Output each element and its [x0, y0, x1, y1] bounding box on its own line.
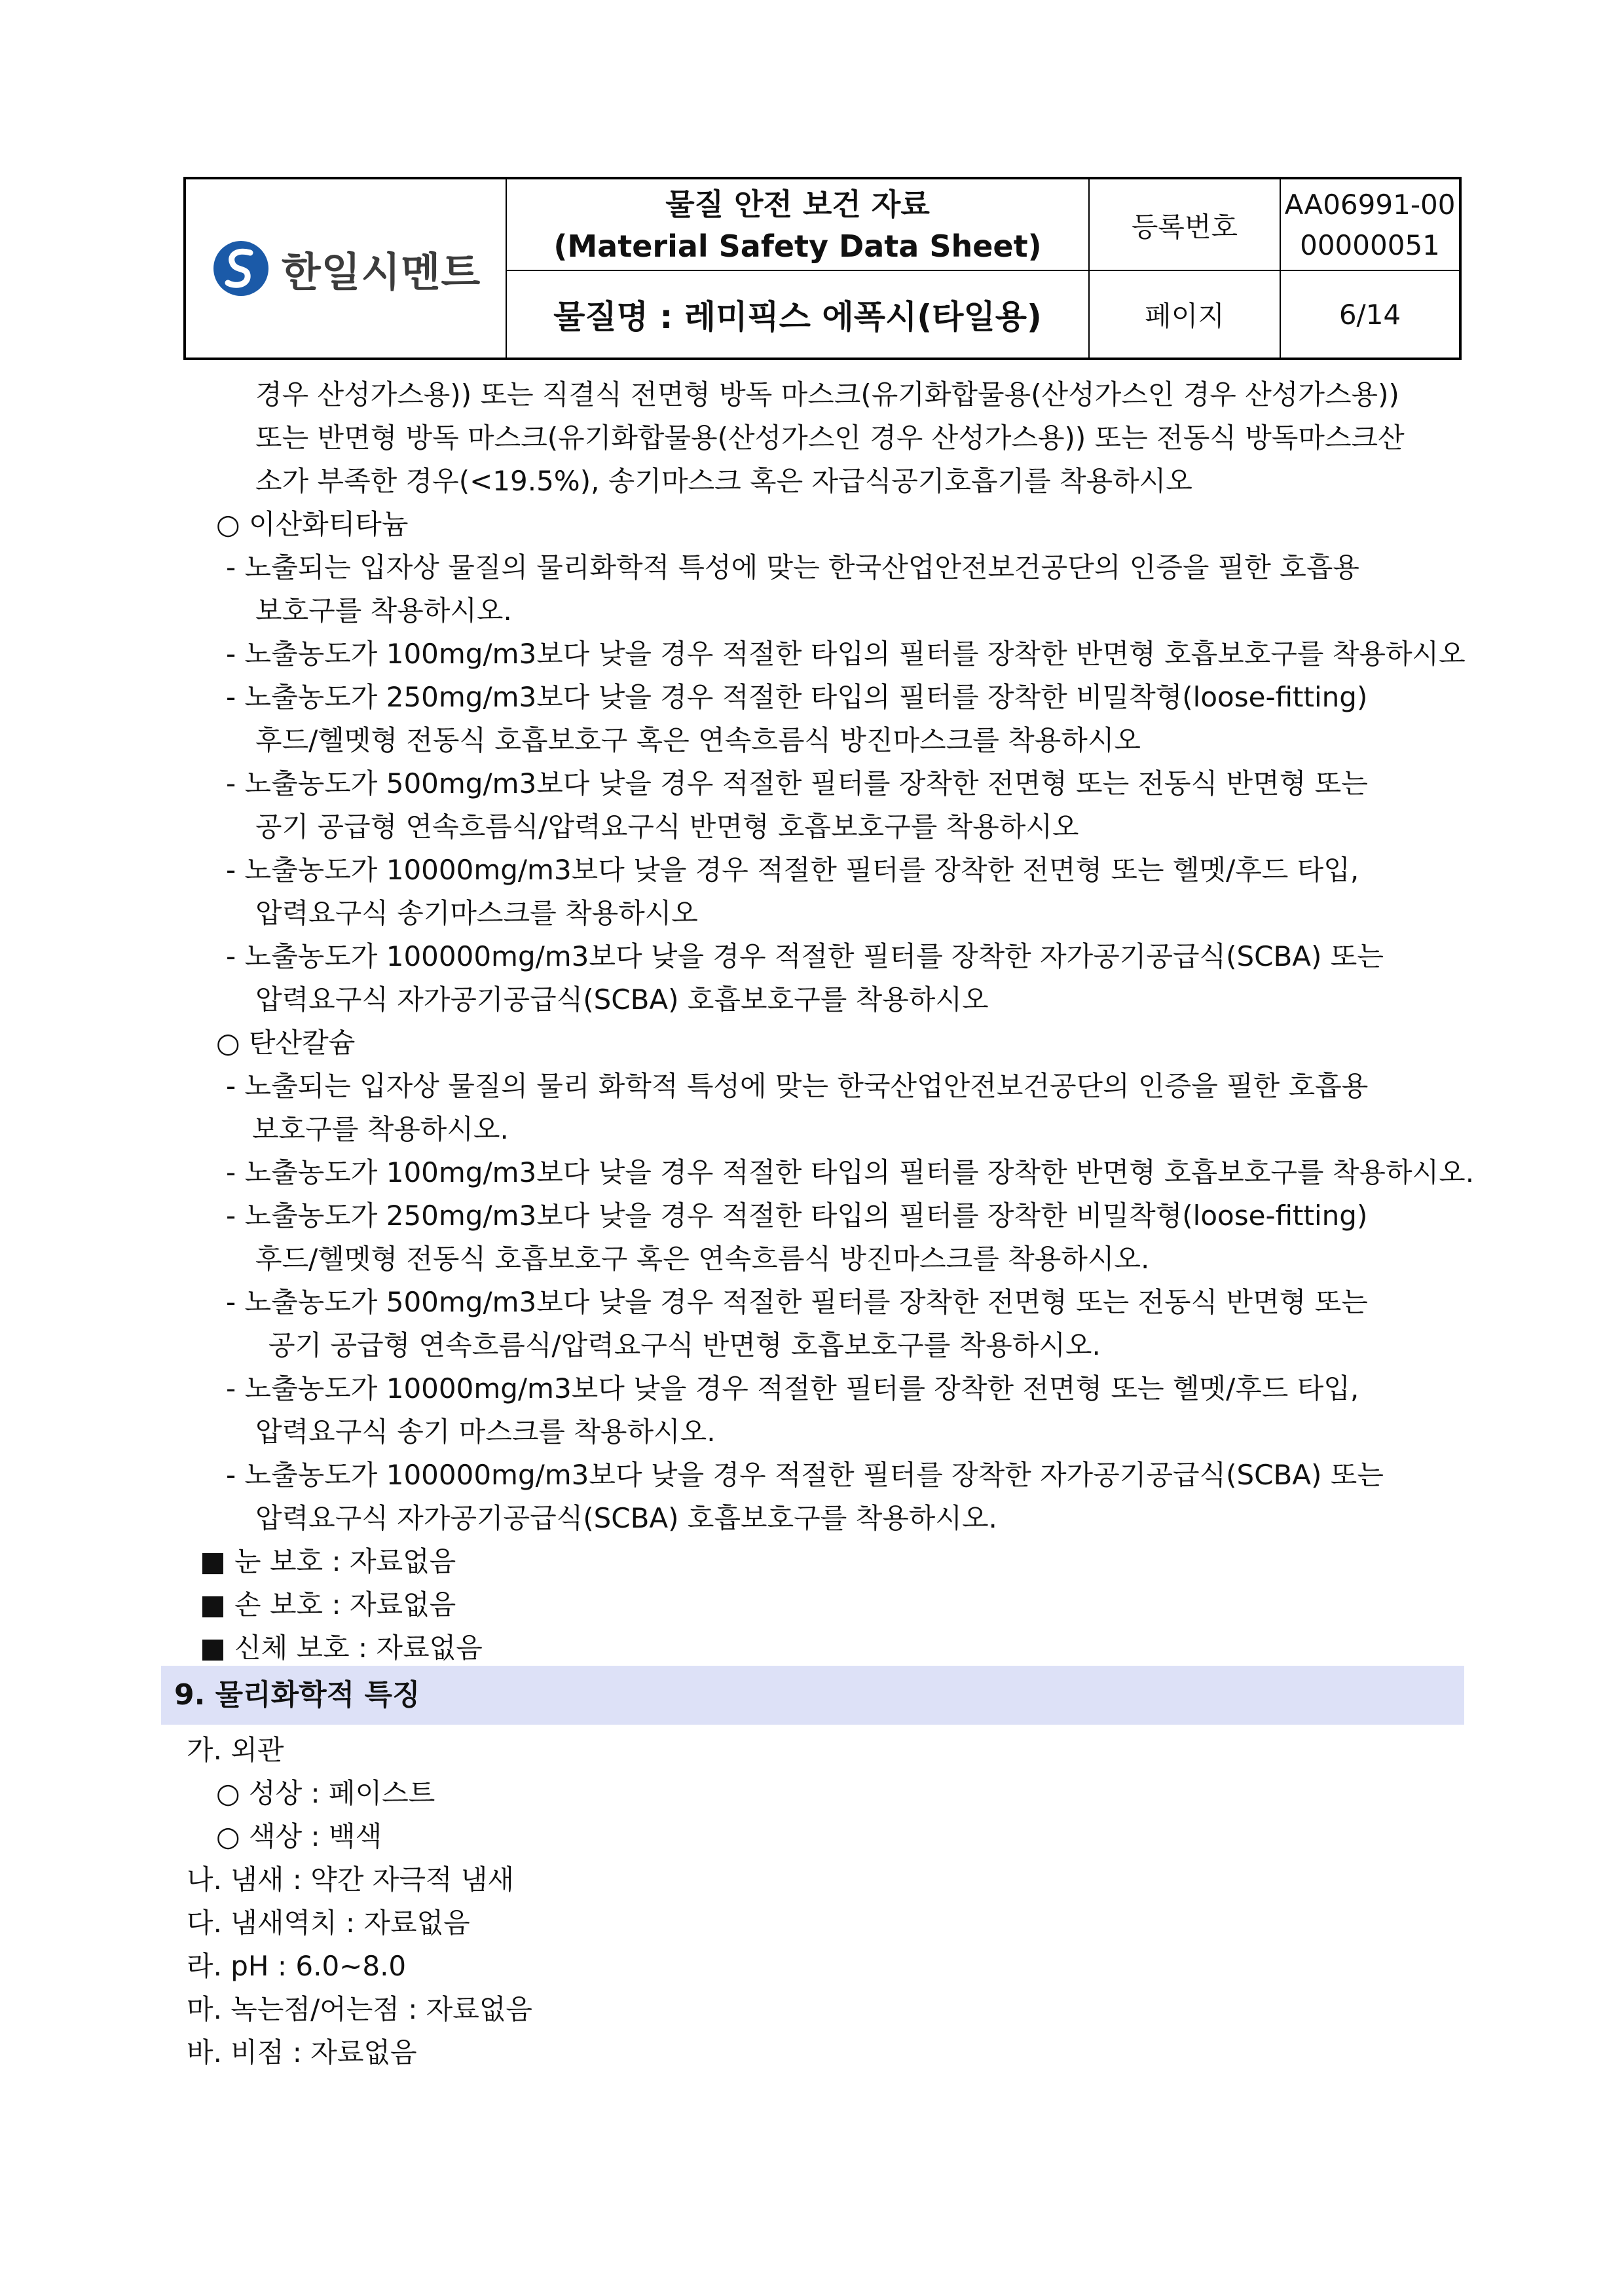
- body-line: 압력요구식 자가공기공급식(SCBA) 호흡보호구를 착용하시오.: [255, 1502, 997, 1534]
- body-line: 압력요구식 자가공기공급식(SCBA) 호흡보호구를 착용하시오: [255, 983, 989, 1016]
- body-line: 보호구를 착용하시오.: [252, 1113, 509, 1145]
- body-line: 경우 산성가스용)) 또는 직결식 전면형 방독 마스크(유기화합물용(산성가스인 경우 산성가스용)): [255, 378, 1399, 411]
- body-line: - 노출농도가 500mg/m3보다 낮을 경우 적절한 필터를 장착한 전면형 또는 전동식 반면형 또는: [226, 1286, 1368, 1318]
- body-line: - 노출농도가 10000mg/m3보다 낮을 경우 적절한 필터를 장착한 전면형 또는 헬멧/후드 타입,: [226, 854, 1359, 886]
- body-line: 소가 부족한 경우(<19.5%), 송기마스크 혹은 자급식공기호흡기를 착용하시오: [255, 465, 1192, 497]
- section-heading: 9. 물리화학적 특징: [161, 1666, 1464, 1725]
- section-line: ○ 성상 : 페이스트: [216, 1777, 435, 1809]
- body-line: - 노출농도가 100mg/m3보다 낮을 경우 적절한 타입의 필터를 장착한 반면형 호흡보호구를 착용하시오: [226, 638, 1466, 670]
- body-line: 또는 반면형 방독 마스크(유기화합물용(산성가스인 경우 산성가스용)) 또는 전동식 방독마스크산: [255, 422, 1405, 454]
- body-line: 보호구를 착용하시오.: [255, 595, 512, 627]
- body-line: ■ 눈 보호 : 자료없음: [200, 1545, 456, 1577]
- body-line: ■ 신체 보호 : 자료없음: [200, 1632, 483, 1664]
- section-line: 다. 냄새역치 : 자료없음: [187, 1907, 470, 1939]
- document-header: [183, 177, 1462, 360]
- title-korean: 물질 안전 보건 자료: [665, 187, 930, 222]
- body-line: - 노출농도가 100mg/m3보다 낮을 경우 적절한 타입의 필터를 장착한 반면형 호흡보호구를 착용하시오.: [226, 1156, 1475, 1188]
- body-line: ○ 이산화티타늄: [216, 508, 409, 540]
- body-line: - 노출농도가 10000mg/m3보다 낮을 경우 적절한 필터를 장착한 전면형 또는 헬멧/후드 타입,: [226, 1372, 1359, 1405]
- product-name: 물질명 : 레미픽스 에폭시(타일용): [553, 298, 1042, 336]
- page-label: 페이지: [1145, 300, 1225, 332]
- body-line: - 노출농도가 500mg/m3보다 낮을 경우 적절한 필터를 장착한 전면형 또는 전동식 반면형 또는: [226, 767, 1368, 799]
- section-line: ○ 색상 : 백색: [216, 1820, 382, 1852]
- document-title: [507, 179, 1088, 271]
- body-line: 공기 공급형 연속흐름식/압력요구식 반면형 호흡보호구를 착용하시오: [255, 811, 1079, 843]
- body-line: ■ 손 보호 : 자료없음: [200, 1588, 456, 1621]
- registration-label: 등록번호: [1131, 211, 1238, 243]
- body-line: - 노출농도가 250mg/m3보다 낮을 경우 적절한 타입의 필터를 장착한 비밀착형(loose-fitting): [226, 1200, 1368, 1232]
- company-logo-icon: [211, 238, 271, 299]
- registration-number-line1: AA06991-00: [1284, 189, 1456, 221]
- section-line: 라. pH : 6.0~8.0: [187, 1950, 407, 1982]
- body-line: 후드/헬멧형 전동식 호흡보호구 혹은 연속흐름식 방진마스크를 착용하시오: [255, 724, 1141, 756]
- body-line: - 노출되는 입자상 물질의 물리화학적 특성에 맞는 한국산업안전보건공단의 인증을 필한 호흡용: [226, 551, 1359, 583]
- company-name: 한일시멘트: [281, 248, 481, 296]
- body-line: - 노출되는 입자상 물질의 물리 화학적 특성에 맞는 한국산업안전보건공단의 인증을 필한 호흡용: [226, 1070, 1369, 1102]
- section-line: 마. 녹는점/어는점 : 자료없음: [187, 1993, 532, 2025]
- body-line: - 노출농도가 100000mg/m3보다 낮을 경우 적절한 필터를 장착한 자가공기공급식(SCBA) 또는: [226, 1459, 1384, 1491]
- body-line: 공기 공급형 연속흐름식/압력요구식 반면형 호흡보호구를 착용하시오.: [268, 1329, 1101, 1361]
- body-line: ○ 탄산칼슘: [216, 1027, 356, 1059]
- section-line: 가. 외관: [187, 1734, 284, 1766]
- body-line: 후드/헬멧형 전동식 호흡보호구 혹은 연속흐름식 방진마스크를 착용하시오.: [255, 1243, 1150, 1275]
- body-line: 압력요구식 송기마스크를 착용하시오: [255, 897, 698, 929]
- company-logo: [186, 179, 506, 358]
- page-number: 6/14: [1338, 298, 1401, 331]
- title-english: (Material Safety Data Sheet): [553, 229, 1042, 264]
- section-line: 나. 냄새 : 약간 자극적 냄새: [187, 1864, 514, 1896]
- body-line: - 노출농도가 250mg/m3보다 낮을 경우 적절한 타입의 필터를 장착한 비밀착형(loose-fitting): [226, 681, 1368, 713]
- registration-number: [1281, 179, 1459, 271]
- body-line: - 노출농도가 100000mg/m3보다 낮을 경우 적절한 필터를 장착한 자가공기공급식(SCBA) 또는: [226, 940, 1384, 972]
- registration-number-line2: 00000051: [1300, 229, 1440, 261]
- section-line: 바. 비점 : 자료없음: [187, 2036, 417, 2068]
- body-line: 압력요구식 송기 마스크를 착용하시오.: [255, 1416, 716, 1448]
